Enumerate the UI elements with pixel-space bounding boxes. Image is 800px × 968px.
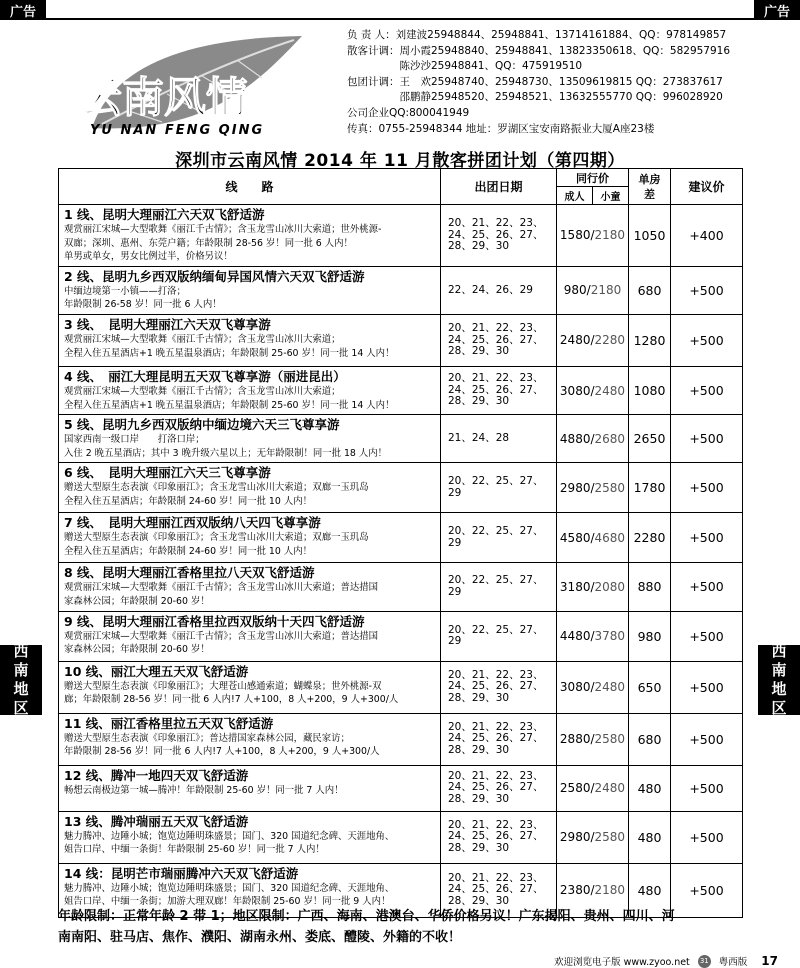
col-single — [629, 169, 671, 205]
date-line: 29 — [448, 585, 462, 598]
contact-line: 传真：0755-25948344 地址：罗湖区宝安南路振业大厦A座23楼 — [347, 122, 655, 135]
route-desc: 赠送大型原生态表演《印象丽江》；普达措国家森林公园，藏民家访； — [64, 732, 350, 744]
date-line: 24、25、26、27、 — [448, 781, 544, 794]
col-date: 出团日期 — [441, 169, 557, 205]
single-supplement: 2280 — [629, 513, 671, 563]
date-line: 20、22、25、27、 — [448, 475, 544, 488]
route-desc: 姐告口岸、中缅一条街；加游大理双廊！年龄限制 25-60 岁！同一批 9 人内！ — [64, 896, 391, 908]
table-row — [59, 713, 743, 765]
date-line: 20、21、22、23、 — [448, 871, 544, 884]
date-line: 28、29、30 — [448, 841, 510, 854]
route-cell — [59, 611, 441, 661]
col-suggest: 建议价 — [671, 169, 743, 205]
date-line: 20、21、22、23、 — [448, 720, 544, 733]
adult-price: 2880 — [559, 732, 591, 747]
route-desc: 全程入住五星酒店；年龄限制 24-60 岁！同一批 10 人内！ — [64, 495, 312, 507]
route-desc: 姐告口岸、中缅一条街！年龄限制 25-60 岁！同一批 7 人内！ — [64, 844, 325, 856]
route-title: 14 线：昆明芒市瑞丽腾冲六天双飞舒适游 — [64, 865, 299, 881]
single-supplement: 680 — [629, 713, 671, 765]
footer-line: 南南阳、驻马店、焦作、濮阳、湖南永州、娄底、醴陵、外籍的不收！ — [58, 930, 462, 945]
adult-price: 4580 — [559, 530, 591, 545]
route-desc: 家森林公园；年龄限制 20-60 岁！ — [64, 644, 210, 656]
dates-cell — [441, 415, 557, 463]
route-cell — [59, 314, 441, 366]
company-logo — [72, 28, 332, 140]
single-supplement: 680 — [629, 266, 671, 314]
table-header-row — [59, 169, 743, 205]
child-price: 2680 — [594, 431, 626, 446]
col-route: 线 路 — [59, 169, 441, 205]
route-cell — [59, 563, 441, 611]
dates-cell — [441, 811, 557, 863]
col-adult: 成人 — [557, 187, 593, 204]
child-price: 4680 — [594, 530, 626, 545]
ad-tag-right: 广告 — [754, 0, 800, 20]
route-desc: 观赏丽江宋城—大型歌舞《丽江千古情》；含玉龙雪山冰川大索道；世外桃源- — [64, 224, 382, 235]
footer-note — [58, 906, 742, 948]
date-line: 24、25、26、27、 — [448, 830, 544, 843]
single-supplement: 650 — [629, 661, 671, 713]
side-char: 区 — [771, 699, 787, 717]
contact-block — [347, 28, 797, 137]
route-desc: 双廊；深圳、惠州、东莞户籍；年龄限制 28-56 岁！同一批 6 人内！ — [64, 237, 353, 249]
date-line: 28、29、30 — [448, 345, 510, 358]
date-line: 28、29、30 — [448, 395, 510, 408]
badge-icon: 31 — [698, 955, 711, 968]
suggested-price: +500 — [671, 563, 743, 611]
side-char: 区 — [13, 699, 29, 717]
price-cell: 3080/2480 — [557, 661, 629, 713]
col-price-label: 同行价 — [557, 169, 628, 187]
price-cell: 1580/2180 — [557, 205, 629, 267]
suggested-price: +500 — [671, 811, 743, 863]
date-line: 24、25、26、27、 — [448, 228, 544, 241]
side-char: 西 — [13, 642, 29, 660]
table-row — [59, 314, 743, 366]
dates-cell — [441, 661, 557, 713]
date-line: 22、24、26、29 — [448, 283, 533, 296]
route-title: 7 线、 昆明大理丽江西双版纳八天四飞尊享游 — [64, 515, 321, 531]
table-row — [59, 415, 743, 463]
contact-line: 邵鹏静25948520、25948521、13632555770 QQ：996028920 — [347, 91, 723, 104]
child-price: 2580 — [594, 480, 626, 495]
child-price: 2480 — [594, 781, 626, 796]
top-rule — [46, 18, 754, 20]
dates-cell — [441, 266, 557, 314]
dates-cell — [441, 765, 557, 811]
date-line: 28、29、30 — [448, 743, 510, 756]
contact-line: 负 责 人：刘建波25948844、25948841、13714161884、QQ：978149857 — [347, 29, 727, 41]
adult-price: 980 — [563, 283, 587, 298]
col-child: 小童 — [600, 192, 621, 203]
route-title: 12 线、腾冲一地四天双飞舒适游 — [64, 767, 249, 783]
col-single-a: 单房 — [638, 172, 661, 186]
single-supplement: 480 — [629, 811, 671, 863]
date-line: 24、25、26、27、 — [448, 732, 544, 745]
date-line: 24、25、26、27、 — [448, 883, 544, 896]
suggested-price: +500 — [671, 863, 743, 917]
route-desc: 年龄限制 26-58 岁！同一批 6 人内！ — [64, 299, 222, 311]
date-line: 21、24、28 — [448, 432, 510, 444]
adult-price: 3180 — [559, 579, 591, 594]
contact-line: 公司企业QQ:800041949 — [347, 106, 470, 119]
page-title: 深圳市云南风情 2014 年 11 月散客拼团计划（第四期） — [175, 151, 625, 171]
child-price: 2580 — [594, 830, 626, 845]
route-desc: 观赏丽江宋城—大型歌舞《丽江千古情》；含玉龙雪山冰川大索道； — [64, 385, 341, 397]
dates-cell — [441, 611, 557, 661]
route-desc: 家森林公园；年龄限制 20-60 岁！ — [64, 595, 210, 607]
date-line: 20、21、22、23、 — [448, 322, 544, 335]
suggested-price: +500 — [671, 611, 743, 661]
date-line: 24、25、26、27、 — [448, 383, 544, 396]
date-line: 29 — [448, 536, 462, 549]
child-price: 2080 — [594, 579, 626, 594]
adult-price: 2980 — [559, 830, 591, 845]
suggested-price: +500 — [671, 266, 743, 314]
price-cell: 980/2180 — [557, 266, 629, 314]
side-char: 地 — [771, 680, 787, 698]
contact-line: 散客计调：周小霞25948840、25948841、13823350618、QQ：582957916 — [347, 44, 731, 57]
side-char: 地 — [13, 680, 29, 698]
date-line: 20、21、22、23、 — [448, 769, 544, 782]
route-title: 3 线、 昆明大理丽江六天双飞尊享游 — [64, 316, 271, 332]
col-single-b: 差 — [644, 187, 655, 201]
adult-price: 3080 — [559, 383, 591, 398]
route-cell — [59, 366, 441, 414]
date-line: 28、29、30 — [448, 240, 510, 253]
logo-pinyin: YU NAN FENG QING — [90, 123, 265, 138]
date-line: 20、21、22、23、 — [448, 668, 544, 681]
website-text: 欢迎浏览电子版 www.zyoo.net — [554, 957, 690, 968]
route-desc: 廊；年龄限制 28-56 岁！同一批 6 人内!7 人+100，8 人+200，9 人+300/人 — [64, 694, 399, 706]
child-price: 3780 — [594, 629, 626, 644]
date-line: 29 — [448, 486, 462, 499]
suggested-price: +500 — [671, 513, 743, 563]
child-price: 2180 — [594, 228, 626, 243]
adult-price: 1580 — [559, 228, 591, 243]
logo-chinese: 云南风情 — [80, 73, 249, 122]
side-char: 南 — [13, 661, 29, 679]
adult-price: 2980 — [559, 480, 591, 495]
single-supplement: 480 — [629, 863, 671, 917]
date-line: 28、29、30 — [448, 894, 510, 907]
adult-price: 2580 — [559, 781, 591, 796]
price-cell: 3080/2480 — [557, 366, 629, 414]
side-label-left — [0, 642, 42, 717]
route-desc: 观赏丽江宋城—大型歌舞《丽江千古情》；含玉龙雪山冰川大索道；普达措国 — [64, 630, 379, 642]
contact-line: 包团计调：王 欢25948740、25948730、13509619815 QQ：273837617 — [347, 75, 723, 88]
route-cell — [59, 205, 441, 267]
route-cell — [59, 266, 441, 314]
single-supplement: 1280 — [629, 314, 671, 366]
date-line: 28、29、30 — [448, 792, 510, 805]
route-desc: 国家西南一级口岸 打洛口岸； — [64, 434, 205, 446]
suggested-price: +500 — [671, 713, 743, 765]
route-title: 4 线、 丽江大理昆明五天双飞尊享游（丽进昆出） — [64, 368, 346, 384]
route-cell — [59, 415, 441, 463]
suggested-price: +400 — [671, 205, 743, 267]
route-title: 8 线、昆明大理丽江香格里拉八天双飞舒适游 — [64, 565, 315, 581]
route-desc: 观赏丽江宋城—大型歌舞《丽江千古情》；含玉龙雪山冰川大索道； — [64, 333, 341, 345]
route-desc: 全程入住五星酒店+1 晚五星温泉酒店；年龄限制 25-60 岁！同一批 14 人内！ — [64, 347, 395, 359]
table-row — [59, 811, 743, 863]
side-char: 西 — [771, 642, 787, 660]
single-supplement: 980 — [629, 611, 671, 661]
date-line: 24、25、26、27、 — [448, 680, 544, 693]
route-cell — [59, 661, 441, 713]
date-line: 20、22、25、27、 — [448, 574, 544, 587]
route-cell — [59, 513, 441, 563]
ad-tag-left: 广告 — [0, 0, 46, 20]
route-desc: 全程入住五星酒店；年龄限制 24-60 岁！同一批 10 人内！ — [64, 545, 312, 557]
route-cell — [59, 811, 441, 863]
col-price — [557, 169, 629, 205]
route-desc: 赠送大型原生态表演《印象丽江》；含玉龙雪山冰川大索道；双廊一玉玑岛 — [64, 482, 369, 494]
adult-price: 3080 — [559, 680, 591, 695]
date-line: 20、21、22、23、 — [448, 372, 544, 385]
adult-price: 4880 — [559, 431, 591, 446]
child-price: 2180 — [590, 283, 622, 298]
route-desc: 观赏丽江宋城—大型歌舞《丽江千古情》；含玉龙雪山冰川大索道；普达措国 — [64, 582, 379, 594]
child-price: 2480 — [594, 680, 626, 695]
route-desc: 单男或单女，男女比例过半，价格另议！ — [64, 251, 233, 263]
single-supplement: 480 — [629, 765, 671, 811]
footer-line: 年龄限制：正常年龄 2 带 1；地区限制：广西、海南、港澳台、华侨价格另议！广东揭阳、贵州、四川、河 — [58, 909, 675, 924]
dates-cell — [441, 563, 557, 611]
dates-cell — [441, 463, 557, 513]
adult-price: 2480 — [559, 333, 591, 348]
date-line: 20、21、22、23、 — [448, 818, 544, 831]
route-desc: 入住 2 晚五星酒店；其中 3 晚升级六星以上；无年龄限制！同一批 18 人内！ — [64, 447, 387, 459]
route-title: 6 线、 昆明大理丽江六天三飞尊享游 — [64, 465, 271, 481]
page-number: 17 — [761, 954, 778, 968]
route-desc: 魅力腾冲、边陲小城；饱览边陲明珠盛景；国门、320 国道纪念碑、天涯地角、 — [64, 882, 395, 894]
date-line: 20、21、22、23、 — [448, 217, 544, 230]
price-cell: 2480/2280 — [557, 314, 629, 366]
route-desc: 魅力腾冲、边陲小城；饱览边陲明珠盛景；国门、320 国道纪念碑、天涯地角、 — [64, 830, 395, 842]
dates-cell — [441, 366, 557, 414]
suggested-price: +500 — [671, 314, 743, 366]
suggested-price: +500 — [671, 415, 743, 463]
route-desc: 畅想云南极边第一城—腾冲！年龄限制 25-60 岁！同一批 7 人内！ — [64, 784, 344, 796]
price-cell: 2980/2580 — [557, 463, 629, 513]
adult-price: 4480 — [559, 629, 591, 644]
route-title: 10 线、丽江大理五天双飞舒适游 — [64, 663, 249, 679]
price-cell: 2580/2480 — [557, 765, 629, 811]
table-row — [59, 366, 743, 414]
route-title: 1 线、昆明大理丽江六天双飞舒适游 — [64, 207, 265, 222]
price-cell: 2980/2580 — [557, 811, 629, 863]
route-cell — [59, 463, 441, 513]
table-row — [59, 463, 743, 513]
price-cell: 4480/3780 — [557, 611, 629, 661]
adult-price: 2380 — [559, 883, 591, 898]
date-line: 20、22、25、27、 — [448, 525, 544, 538]
contact-line: 陈沙沙25948841、QQ：475919510 — [347, 60, 583, 73]
page-footer — [0, 952, 800, 968]
table-row — [59, 765, 743, 811]
date-line: 29 — [448, 635, 462, 648]
suggested-price: +500 — [671, 765, 743, 811]
route-title: 13 线、腾冲瑞丽五天双飞舒适游 — [64, 813, 249, 829]
price-cell: 2880/2580 — [557, 713, 629, 765]
price-cell: 4880/2680 — [557, 415, 629, 463]
single-supplement: 880 — [629, 563, 671, 611]
dates-cell — [441, 513, 557, 563]
child-price: 2180 — [594, 883, 626, 898]
table-row — [59, 266, 743, 314]
route-desc: 中缅边境第一小镇——打洛； — [64, 285, 186, 297]
table-row — [59, 513, 743, 563]
single-supplement: 1780 — [629, 463, 671, 513]
table-row — [59, 563, 743, 611]
date-line: 24、25、26、27、 — [448, 333, 544, 346]
dates-cell — [441, 713, 557, 765]
tour-table — [58, 168, 743, 918]
route-title: 2 线、昆明九乡西双版纳缅甸异国风情六天双飞舒适游 — [64, 268, 365, 284]
table-row — [59, 611, 743, 661]
price-cell: 4580/4680 — [557, 513, 629, 563]
child-price: 2280 — [594, 333, 626, 348]
side-char: 南 — [771, 661, 787, 679]
route-desc: 赠送大型原生态表演《印象丽江》；大理苍山感通索道；蝴蝶泉；世外桃源-双 — [64, 680, 382, 692]
route-cell — [59, 713, 441, 765]
route-desc: 年龄限制 28-56 岁！同一批 6 人内!7 人+100，8 人+200，9 人+300/人 — [64, 746, 380, 758]
dates-cell — [441, 205, 557, 267]
edition-label: 粤西版 — [718, 957, 748, 968]
route-desc: 全程入住五星酒店+1 晚五星温泉酒店；年龄限制 25-60 岁！同一批 14 人内！ — [64, 399, 395, 411]
single-supplement: 2650 — [629, 415, 671, 463]
table-row — [59, 205, 743, 267]
route-title: 11 线、丽江香格里拉五天双飞舒适游 — [64, 715, 274, 731]
date-line: 20、22、25、27、 — [448, 623, 544, 636]
suggested-price: +500 — [671, 366, 743, 414]
table-row — [59, 661, 743, 713]
dates-cell — [441, 314, 557, 366]
suggested-price: +500 — [671, 661, 743, 713]
price-cell: 2380/2180 — [557, 863, 629, 917]
date-line: 28、29、30 — [448, 691, 510, 704]
child-price: 2580 — [594, 732, 626, 747]
suggested-price: +500 — [671, 463, 743, 513]
route-cell — [59, 765, 441, 811]
route-title: 9 线、昆明大理丽江香格里拉西双版纳十天四飞舒适游 — [64, 613, 365, 629]
child-price: 2480 — [594, 383, 626, 398]
price-cell: 3180/2080 — [557, 563, 629, 611]
route-title: 5 线、昆明九乡西双版纳中缅边境六天三飞尊享游 — [64, 417, 340, 433]
single-supplement: 1080 — [629, 366, 671, 414]
side-label-right — [758, 642, 800, 717]
route-desc: 赠送大型原生态表演《印象丽江》；含玉龙雪山冰川大索道；双廊一玉玑岛 — [64, 532, 369, 544]
single-supplement: 1050 — [629, 205, 671, 267]
